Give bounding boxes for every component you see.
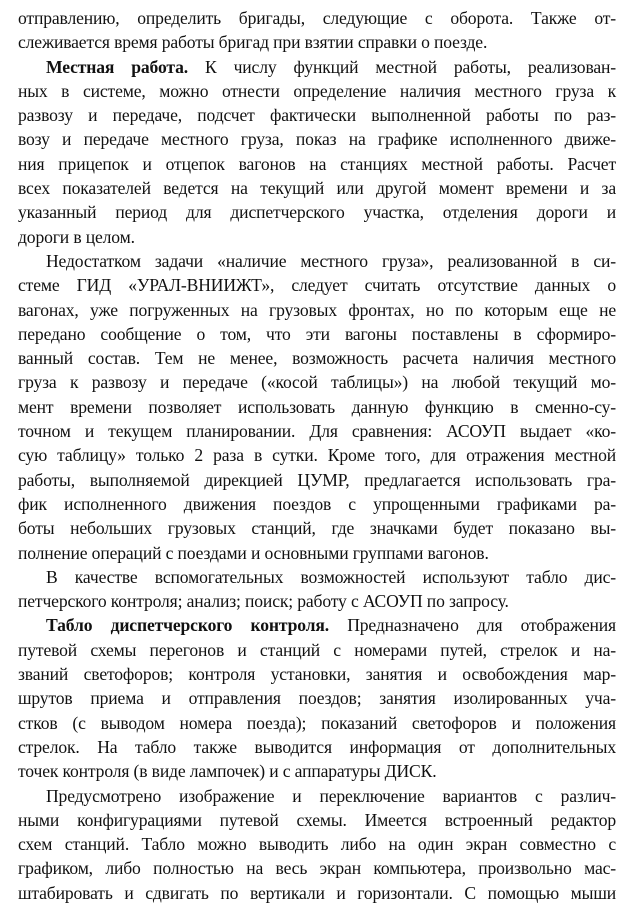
text-line: отправлению, определить бригады, следующие с оборота. Также от- <box>18 8 616 28</box>
text-line: В качестве вспомогательных возможностей используют табло дис- <box>46 566 616 587</box>
text-line: работы, выполняемой дирекцией ЦУМР, предлагается использовать гра- <box>18 469 616 490</box>
text-line: ванный состав. Тем не менее, возможность расчета наличия местного <box>18 348 616 369</box>
text-line: путевой схемы перегонов и станций с номерами путей, стрелок и на- <box>18 639 616 660</box>
paragraph <box>18 784 616 905</box>
text-line: схем станций. Табло можно выводить либо на один экран совместно с <box>18 834 616 855</box>
text-line: возу и передаче местного груза, показ на графике исполненного движе- <box>18 129 616 150</box>
text-line: стеме ГИД «УРАЛ-ВНИИЖТ», следует считать отсутствие данных о <box>18 275 616 296</box>
text-line: фик исполненного движения поездов с упрощенными графиками ра- <box>18 493 616 514</box>
text-run: К числу функций местной работы, реализован- <box>187 56 616 77</box>
paragraph <box>18 249 616 565</box>
text-line: стрелок. На табло также выводится информация от дополнительных <box>18 736 616 757</box>
text-line: петчерского контроля; анализ; поиск; работу с АСОУП по запросу. <box>18 591 509 612</box>
text-line: сую таблицу» только 2 раза в сутки. Кроме того, для отражения местной <box>18 445 616 466</box>
text-line: точек контроля (в виде лампочек) и с аппаратуры ДИСК. <box>18 761 437 782</box>
paragraph-local-work <box>18 55 616 249</box>
text-line: мент времени позволяет использовать данную функцию в сменно-су- <box>18 396 616 417</box>
section-heading: Табло диспетчерского контроля. <box>46 615 329 636</box>
text-line: вагонах, уже погруженных на грузовых фронтах, но по которым еще не <box>18 299 616 320</box>
paragraph <box>18 6 616 55</box>
paragraph-dispatcher-board <box>18 613 616 783</box>
text-line <box>18 613 616 637</box>
document-page <box>18 6 616 905</box>
text-line: груза к развозу и передаче («косой таблицы») на любой текущий мо- <box>18 372 616 393</box>
text-line: передано сообщение о том, что эти вагоны поставлены в сформиро- <box>18 323 616 344</box>
text-line: Недостатком задачи «наличие местного груза», реализованной в си- <box>46 250 616 271</box>
text-line: ными конфигурациями путевой схемы. Имеется встроенный редактор <box>18 809 616 830</box>
text-line: слеживается время работы бригад при взятии справки о поезде. <box>18 32 488 53</box>
text-run: Предназначено для отображения <box>328 615 616 636</box>
text-line: стков (с выводом номера поезда); показаний светофоров и положения <box>18 712 616 733</box>
text-line: графиком, либо полностью на весь экран компьютера, произвольно мас- <box>18 858 616 879</box>
text-line: развозу и передаче, подсчет фактически выполненной работы по раз- <box>18 105 616 126</box>
text-line: точном и текущем планировании. Для сравнения: АСОУП выдает «ко- <box>18 421 616 442</box>
paragraph <box>18 565 616 614</box>
text-line: Предусмотрено изображение и переключение вариантов с различ- <box>46 785 616 806</box>
text-line: дороги в целом. <box>18 226 135 247</box>
text-line: штабировать и сдвигать по вертикали и горизонтали. С помощью мыши <box>18 882 616 903</box>
text-line: ния прицепок и отцепок вагонов на станциях местной работы. Расчет <box>18 153 616 174</box>
text-line: боты небольших грузовых станций, где значками будет показано вы- <box>18 518 616 539</box>
text-line: шрутов приема и отправления поездов; занятия изолированных уча- <box>18 688 616 709</box>
text-line: званий светофоров; контроля установки, занятия и освобождения мар- <box>18 664 616 685</box>
section-heading: Местная работа. <box>46 56 188 77</box>
text-line: всех показателей ведется на текущий или другой момент времени и за <box>18 178 616 199</box>
text-line: полнение операций с поездами и основными группами вагонов. <box>18 542 489 563</box>
text-line <box>18 55 616 79</box>
text-line: ных в системе, можно отнести определение наличия местного груза к <box>18 80 616 101</box>
text-line: указанный период для диспетчерского участка, отделения дороги и <box>18 202 616 223</box>
